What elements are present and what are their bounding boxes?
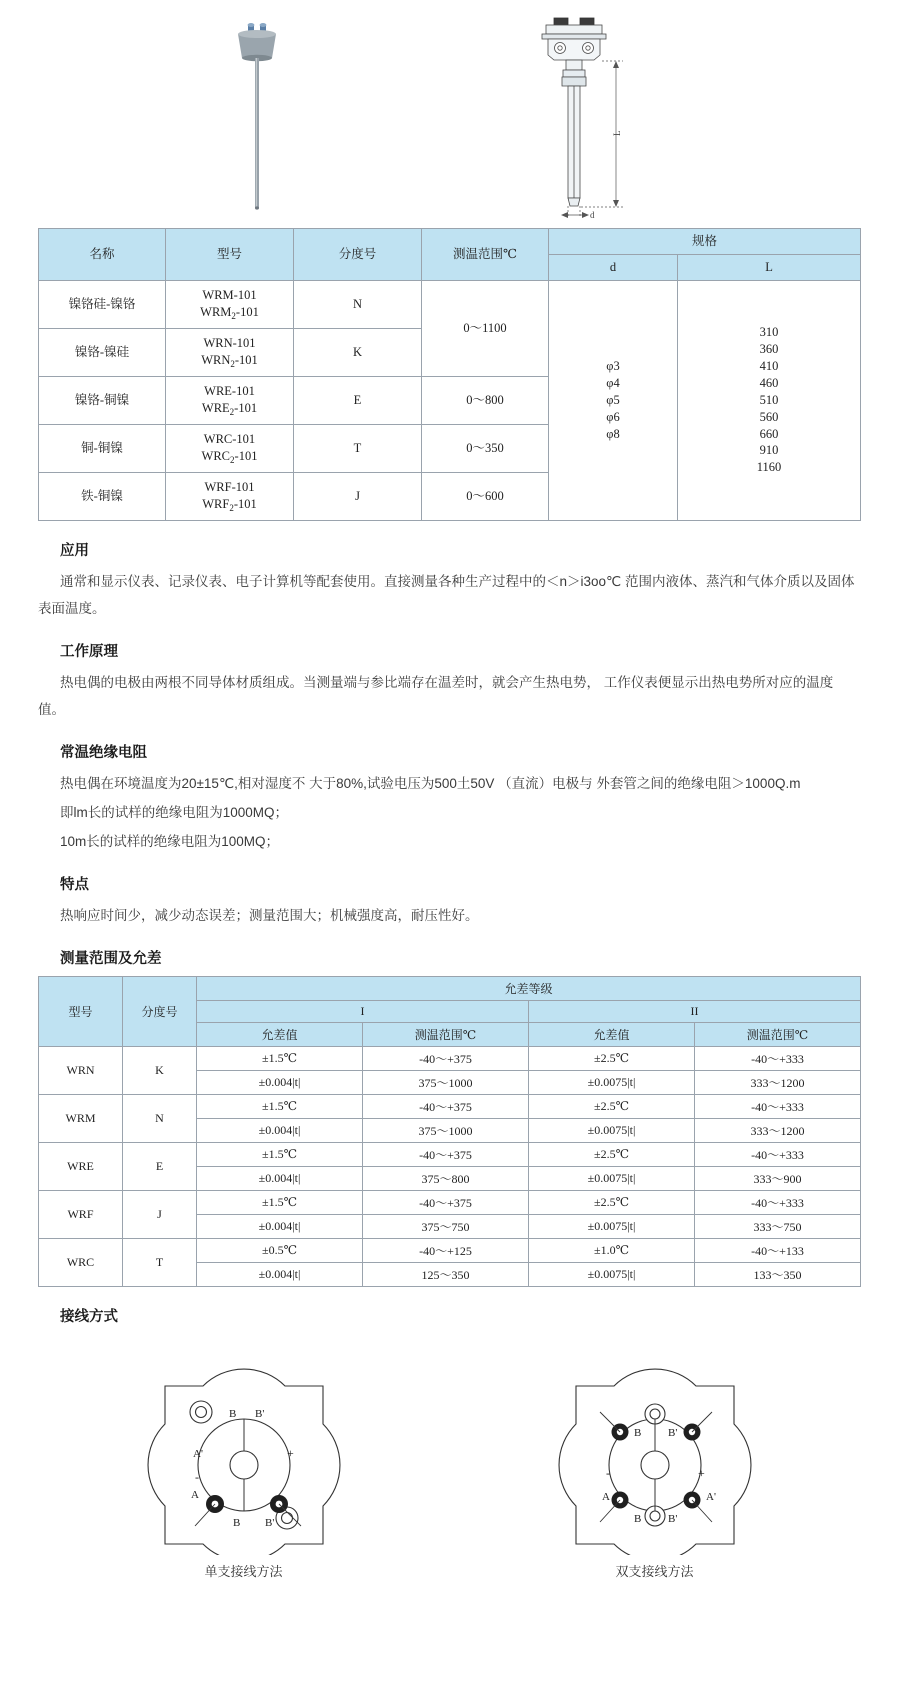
cell-range1: -40～+125 — [363, 1238, 529, 1262]
cell-range1: -40～+375 — [363, 1094, 529, 1118]
cell-tol1: ±0.004|t| — [197, 1070, 363, 1094]
wiring-svg-double — [540, 1340, 770, 1555]
section-title-features: 特点 — [60, 876, 89, 893]
header-tol-value-2: 允差值 — [529, 1022, 695, 1046]
section-body-application: 通常和显示仪表、记录仪表、电子计算机等配套使用。直接测量各种生产过程中的＜n＞i3oo℃ 范围内液体、蒸汽和气体介质以及固体表面温度。 — [38, 573, 855, 616]
section-title-wiring: 接线方式 — [60, 1308, 118, 1325]
section-body-principle: 热电偶的电极由两根不同导体材质组成。当测量端与参比端存在温差时，就会产生热电势， 工作仪表便显示出热电势所对应的温度值。 — [38, 674, 834, 717]
header-grade: 分度号 — [294, 229, 422, 281]
cell-model: WRC-101 $WRC_2-101$ — [166, 424, 294, 472]
tolerance-table — [38, 976, 861, 1287]
cell-grade: J — [123, 1190, 197, 1238]
cell-model: WRE-101 $WRE_2-101$ — [166, 376, 294, 424]
cell-grade: K — [123, 1046, 197, 1094]
label-minus: - — [194, 1469, 199, 1484]
cell-model: WRE — [39, 1142, 123, 1190]
cell-range2: -40～+133 — [695, 1238, 861, 1262]
cell-tol2: ±0.0075|t| — [529, 1070, 695, 1094]
cell-grade: N — [294, 280, 422, 328]
table-row — [39, 1238, 861, 1262]
cell-range1: -40～+375 — [363, 1190, 529, 1214]
probe-illustration-technical — [528, 8, 658, 223]
header-class-2: II — [529, 1000, 861, 1022]
header-name: 名称 — [39, 229, 166, 281]
section-title-application: 应用 — [60, 542, 89, 559]
label-B-topleft: B — [633, 1426, 641, 1439]
cell-grade: T — [294, 424, 422, 472]
cell-model: WRC — [39, 1238, 123, 1286]
cell-grade: T — [123, 1238, 197, 1286]
cell-tol2: ±0.0075|t| — [529, 1118, 695, 1142]
label-B-prime-botright: B' — [667, 1512, 677, 1525]
header-class-1: I — [197, 1000, 529, 1022]
cell-tol1: ±0.004|t| — [197, 1166, 363, 1190]
cell-model: WRM-101 $WRM_2-101$ — [166, 280, 294, 328]
label-A-left: A — [601, 1490, 610, 1503]
cell-grade: E — [294, 376, 422, 424]
wiring-svg-single — [129, 1340, 359, 1555]
label-A-prime: A' — [192, 1447, 203, 1460]
cell-name: 铁-铜镍 — [39, 472, 166, 520]
wiring-section — [0, 1305, 898, 1326]
cell-range2: -40～+333 — [695, 1190, 861, 1214]
header-temp-range-1: 测温范围℃ — [363, 1022, 529, 1046]
cell-range1: 375～1000 — [363, 1070, 529, 1094]
cell-tol2: ±1.0℃ — [529, 1238, 695, 1262]
label-B-top: B — [228, 1407, 236, 1420]
label-A-prime-right: A' — [705, 1490, 716, 1503]
spec-table-header-row-1 — [39, 229, 861, 255]
cell-grade: E — [123, 1142, 197, 1190]
cell-tol2: ±2.5℃ — [529, 1190, 695, 1214]
header-tol-class: 允差等级 — [197, 976, 861, 1000]
content-body — [0, 539, 898, 968]
cell-model: WRM — [39, 1094, 123, 1142]
cell-tol2: ±0.0075|t| — [529, 1214, 695, 1238]
product-illustrations — [0, 0, 898, 228]
probe-illustration-simple — [212, 18, 302, 218]
cell-range2: -40～+333 — [695, 1094, 861, 1118]
cell-tol1: ±1.5℃ — [197, 1142, 363, 1166]
cell-range2: 333～900 — [695, 1166, 861, 1190]
cell-grade: N — [123, 1094, 197, 1142]
tol-header-row-1 — [39, 976, 861, 1000]
cell-model: WRF-101 $WRF_2-101$ — [166, 472, 294, 520]
cell-grade: K — [294, 328, 422, 376]
cell-range2: 133～350 — [695, 1262, 861, 1286]
cell-range2: 333～750 — [695, 1214, 861, 1238]
cell-name: 镍铬-镍硅 — [39, 328, 166, 376]
cell-range1: -40～+375 — [363, 1046, 529, 1070]
label-B-bottom: B — [232, 1516, 240, 1529]
caption-double-wiring: 双支接线方法 — [615, 1563, 694, 1579]
header-grade: 分度号 — [123, 976, 197, 1046]
label-B-prime-topright: B' — [667, 1426, 677, 1439]
header-model: 型号 — [39, 976, 123, 1046]
cell-range: 0～1100 — [422, 280, 549, 376]
header-L: L — [678, 254, 861, 280]
cell-range1: 375～1000 — [363, 1118, 529, 1142]
table-row — [39, 280, 861, 328]
header-tol-value-1: 允差值 — [197, 1022, 363, 1046]
cell-tol1: ±0.004|t| — [197, 1118, 363, 1142]
wiring-diagram-double — [540, 1340, 770, 1580]
section-body-insulation-1: 热电偶在环境温度为20±15℃,相对湿度不 大于80%,试验电压为500土50V （直流）电极与 外套管之间的绝缘电阻＞1000Q.m — [60, 775, 801, 791]
cell-name: 镍铬硅-镍铬 — [39, 280, 166, 328]
wiring-diagrams — [0, 1340, 898, 1580]
table-row — [39, 1094, 861, 1118]
cell-tol2: ±2.5℃ — [529, 1046, 695, 1070]
header-temp-range-2: 测温范围℃ — [695, 1022, 861, 1046]
spec-table — [38, 228, 861, 521]
section-body-features: 热响应时间少，减少动态误差；测量范围大；机械强度高，耐压性好。 — [60, 907, 479, 923]
cell-range2: -40～+333 — [695, 1142, 861, 1166]
cell-name: 铜-铜镍 — [39, 424, 166, 472]
cell-grade: J — [294, 472, 422, 520]
section-title-principle: 工作原理 — [60, 643, 118, 660]
cell-tol2: ±0.0075|t| — [529, 1166, 695, 1190]
label-B-botleft: B — [633, 1512, 641, 1525]
cell-range2: 333～1200 — [695, 1070, 861, 1094]
cell-range: 0～800 — [422, 376, 549, 424]
cell-range1: 375～750 — [363, 1214, 529, 1238]
cell-range: 0～350 — [422, 424, 549, 472]
dimension-label-d: d — [590, 210, 595, 220]
caption-single-wiring: 单支接线方法 — [204, 1563, 283, 1579]
table-row — [39, 1142, 861, 1166]
label-A: A — [190, 1488, 199, 1501]
label-plus: + — [286, 1445, 294, 1460]
header-range: 测温范围℃ — [422, 229, 549, 281]
label-B-prime-bottom: B' — [264, 1516, 274, 1529]
section-body-insulation-3: 10m长的试样的绝缘电阻为100MQ； — [60, 833, 280, 849]
cell-range: 0～600 — [422, 472, 549, 520]
table-row — [39, 1190, 861, 1214]
dimension-label-L: L — [612, 130, 622, 136]
section-title-tolerance: 测量范围及允差 — [60, 950, 162, 967]
cell-tol2: ±2.5℃ — [529, 1142, 695, 1166]
cell-tol2: ±0.0075|t| — [529, 1262, 695, 1286]
cell-range2: -40～+333 — [695, 1046, 861, 1070]
cell-tol2: ±2.5℃ — [529, 1094, 695, 1118]
cell-name: 镍铬-铜镍 — [39, 376, 166, 424]
label-B-prime-top: B' — [254, 1407, 264, 1420]
label-plus-right: + — [697, 1465, 705, 1480]
section-title-insulation: 常温绝缘电阻 — [60, 744, 147, 761]
cell-tol1: ±1.5℃ — [197, 1190, 363, 1214]
tolerance-table-wrap — [0, 976, 898, 1287]
cell-tol1: ±0.004|t| — [197, 1214, 363, 1238]
header-d: d — [549, 254, 678, 280]
cell-tol1: ±1.5℃ — [197, 1094, 363, 1118]
cell-range1: -40～+375 — [363, 1142, 529, 1166]
cell-model: WRF — [39, 1190, 123, 1238]
cell-range1: 125～350 — [363, 1262, 529, 1286]
cell-tol1: ±0.5℃ — [197, 1238, 363, 1262]
header-spec: 规格 — [549, 229, 861, 255]
header-model: 型号 — [166, 229, 294, 281]
cell-model: WRN-101 $WRN_2-101$ — [166, 328, 294, 376]
cell-d-values: φ3 φ4 φ5 φ6 φ8 — [549, 280, 678, 520]
table-row — [39, 1046, 861, 1070]
spec-table-wrap — [0, 228, 898, 521]
cell-model: WRN — [39, 1046, 123, 1094]
wiring-diagram-single — [129, 1340, 359, 1580]
cell-range1: 375～800 — [363, 1166, 529, 1190]
section-body-insulation-2: 即lm长的试样的绝缘电阻为1000MQ； — [60, 804, 289, 820]
cell-tol1: ±0.004|t| — [197, 1262, 363, 1286]
cell-range2: 333～1200 — [695, 1118, 861, 1142]
cell-tol1: ±1.5℃ — [197, 1046, 363, 1070]
label-minus-left: - — [605, 1465, 610, 1480]
cell-L-values: 310 360 410 460 510 560 660 910 1160 — [678, 280, 861, 520]
